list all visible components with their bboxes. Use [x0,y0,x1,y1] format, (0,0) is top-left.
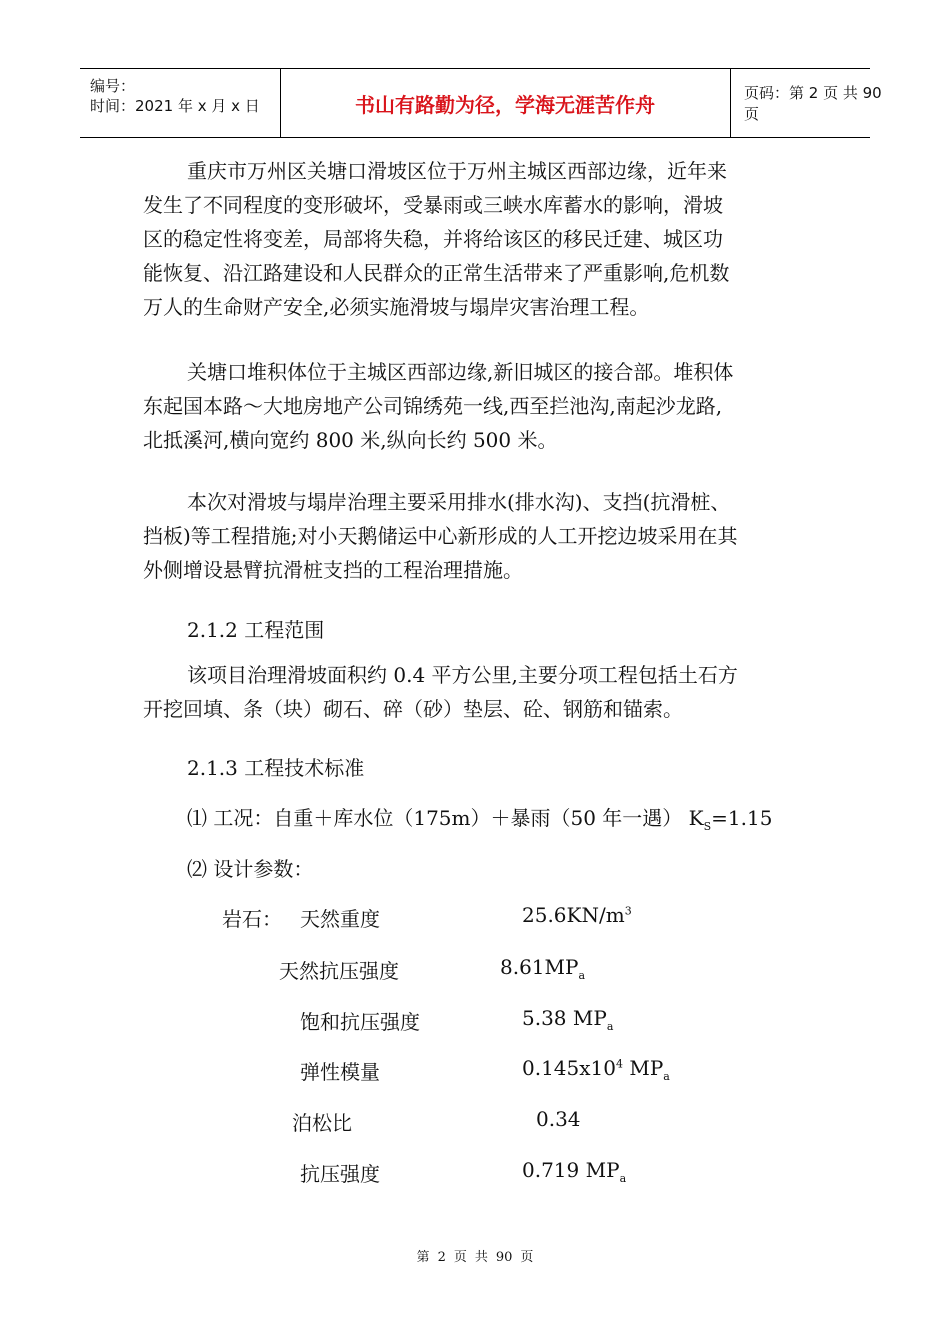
param-value [522,1056,670,1083]
value-text: 8.61MP [500,955,579,979]
text-line: 万人的生命财产安全,必须实施滑坡与塌岸灾害治理工程。 [143,295,650,319]
param-value [522,1158,626,1185]
param-name: 抗压强度 [300,1162,380,1186]
ks-subscript: S [703,820,712,833]
param-name: 弹性模量 [300,1060,380,1084]
document-time-label: 时间：2021 年 x 月 x 日 [90,97,260,115]
footer-page-number: 2 [437,1250,446,1265]
param-name: 饱和抗压强度 [300,1010,420,1034]
text-line: 挡板)等工程措施;对小天鹅储运中心新形成的人工开挖边坡采用在其 [143,524,738,548]
page-footer [0,1246,950,1265]
footer-total-pages: 90 [495,1250,513,1265]
param-name: 泊松比 [292,1111,352,1135]
text-line: 东起国本路～大地房地产公司锦绣苑一线,西至拦池沟,南起沙龙路, [143,394,723,418]
header-motto: 书山有路勤为径，学海无涯苦作舟 [280,69,731,137]
text-line: 发生了不同程度的变形破坏，受暴雨或三峡水库蓄水的影响，滑坡 [143,193,723,217]
value-text: 0.719 MP [522,1158,620,1182]
section-heading-standards: 2.1.3 工程技术标准 [187,756,365,780]
param-name: 天然重度 [300,907,380,931]
value-text: 0.145x10 [522,1056,616,1080]
document-number-label: 编号： [90,77,136,95]
param-value [500,955,585,982]
design-params-heading: ⑵ 设计参数： [187,857,314,881]
param-name: 天然抗压强度 [279,959,399,983]
text-line: 关塘口堆积体位于主城区西部边缘,新旧城区的接合部。堆积体 [187,360,734,384]
section-heading-scope: 2.1.2 工程范围 [187,618,325,642]
text-line: 外侧增设悬臂抗滑桩支挡的工程治理措施。 [143,558,523,582]
param-value [522,1006,613,1033]
footer-text: 页 [453,1250,467,1265]
superscript: 3 [624,904,632,918]
rock-label: 岩石： [222,907,282,931]
header-meta-cell [80,69,281,137]
text-line: 开挖回填、条（块）砌石、碎（砂）垫层、砼、钢筋和锚索。 [143,697,683,721]
subscript: a [663,1070,670,1083]
paragraph-intro [143,154,808,324]
paragraph-scope [143,658,808,726]
param-value: 0.34 [536,1107,581,1131]
footer-text: 页 [520,1250,534,1265]
page-header [80,68,882,138]
subscript: a [606,1020,614,1033]
paragraph-location [143,355,808,457]
text-line: 重庆市万州区关塘口滑坡区位于万州主城区西部边缘，近年来 [187,159,727,183]
unit-text: MP [622,1056,664,1080]
condition-text: ⑴ 工况：自重＋库水位（175m）＋暴雨（50 年一遇） K [187,806,704,830]
subscript: a [578,969,586,982]
condition-item [187,802,772,833]
superscript: 4 [615,1057,623,1071]
value-text: 5.38 MP [522,1006,607,1030]
footer-text: 第 [416,1250,430,1265]
text-line: 区的稳定性将变差，局部将失稳，并将给该区的移民迁建、城区功 [143,227,723,251]
text-line: 北抵溪河,横向宽约 800 米,纵向长约 500 米。 [143,428,558,452]
ks-value: =1.15 [711,806,773,830]
paragraph-measures [143,485,808,587]
subscript: a [619,1172,627,1185]
footer-text: 共 [474,1250,488,1265]
param-value [522,903,632,927]
header-page-label: 页码：第 2 页 共 90 页 [744,84,882,123]
text-line: 本次对滑坡与塌岸治理主要采用排水(排水沟)、支挡(抗滑桩、 [187,490,731,514]
value-text: 25.6KN/m [522,903,625,927]
text-line: 该项目治理滑坡面积约 0.4 平方公里,主要分项工程包括土石方 [187,663,738,687]
text-line: 能恢复、沿江路建设和人民群众的正常生活带来了严重影响,危机数 [143,261,730,285]
